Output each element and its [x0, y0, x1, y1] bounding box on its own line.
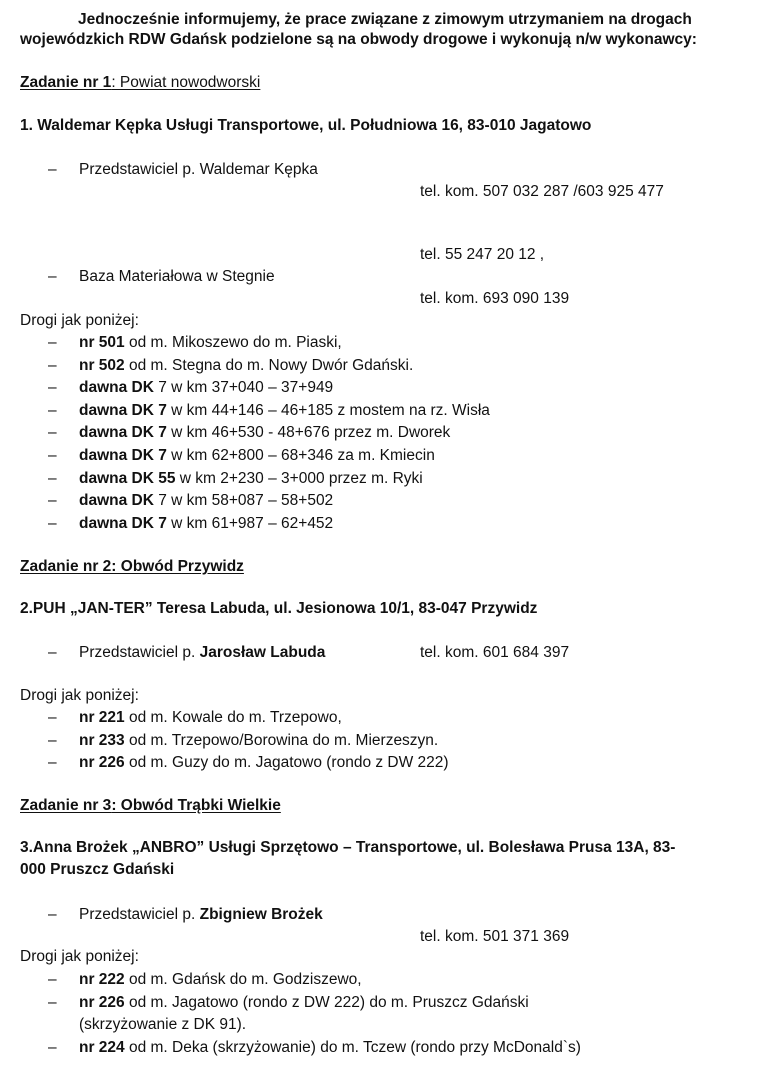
bullet-dash: –: [48, 971, 57, 988]
bullet-dash: –: [48, 514, 57, 532]
bullet-dash: –: [48, 731, 57, 749]
road-item: [79, 378, 333, 398]
road-description: w km 44+146 – 46+185 z mostem na rz. Wisła: [166, 401, 490, 419]
road-description: od m. Kowale do m. Trzepowo,: [124, 709, 342, 726]
road-item: [79, 446, 435, 466]
task2-representative: Przedstawiciel p. Jarosław Labuda: [79, 644, 326, 661]
bullet-dash: –: [48, 994, 57, 1011]
road-description: od m. Stegna do m. Nowy Dwór Gdański.: [124, 356, 414, 374]
bullet-dash: –: [48, 334, 57, 351]
task1-base-phone-1: tel. 55 247 20 12 ,: [420, 246, 545, 263]
task2-roads-label: Drogi jak poniżej:: [20, 687, 139, 704]
task3-header: Zadanie nr 3: Obwód Trąbki Wielkie: [20, 797, 281, 814]
task1-base-phone-2: tel. kom. 693 090 139: [420, 290, 570, 307]
road-number: dawna DK: [79, 379, 154, 397]
task1-header: Zadanie nr 1: Powiat nowodworski: [20, 74, 261, 91]
road-description: w km 46+530 - 48+676 przez m. Dworek: [166, 424, 451, 442]
task1-rep-phone: tel. kom. 507 032 287 /603 925 477: [420, 183, 664, 200]
task3-contractor-line1: 3.Anna Brożek „ANBRO” Usługi Sprzętowo – Transportowe, ul. Bolesława Prusa 13A, 83-: [20, 839, 676, 856]
road-item: [79, 469, 423, 489]
bullet-dash: –: [48, 906, 57, 923]
bullet-dash: –: [48, 644, 57, 661]
task3-contractor-line2: 000 Pruszcz Gdański: [20, 861, 175, 878]
task1-roads-label: Drogi jak poniżej:: [20, 312, 139, 329]
bullet-dash: –: [48, 356, 57, 374]
road-description: w km 61+987 – 62+452: [166, 514, 334, 532]
road-item: [79, 491, 333, 511]
task3-road-continuation: (skrzyżowanie z DK 91).: [79, 1016, 247, 1033]
bullet-dash: –: [48, 709, 57, 726]
task3-road: nr 226 od m. Jagatowo (rondo z DW 222) do m. Pruszcz Gdański: [79, 994, 529, 1011]
road-item: [79, 731, 438, 751]
road-description: w km 2+230 – 3+000 przez m. Ryki: [175, 469, 423, 487]
road-item: [79, 423, 450, 443]
road-number: dawna DK 7: [79, 424, 167, 442]
bullet-dash: –: [48, 379, 57, 397]
task1-base: Baza Materiałowa w Stegnie: [79, 268, 275, 285]
road-number: nr 502: [79, 356, 125, 374]
bullet-dash: –: [48, 754, 57, 771]
road-number: nr 501: [79, 334, 125, 351]
task3-road: nr 224 od m. Deka (skrzyżowanie) do m. Tczew (rondo przy McDonald`s): [79, 1039, 581, 1056]
road-item: [79, 401, 490, 421]
road-number: nr 233: [79, 731, 125, 749]
road-item: [79, 753, 449, 773]
task3-representative: Przedstawiciel p. Zbigniew Brożek: [79, 906, 323, 923]
task3-rep-phone: tel. kom. 501 371 369: [420, 928, 570, 945]
road-item: [79, 333, 342, 353]
task3-road: nr 222 od m. Gdańsk do m. Godziszewo,: [79, 971, 362, 988]
road-number: dawna DK 7: [79, 401, 167, 419]
bullet-dash: –: [48, 424, 57, 442]
road-item: [79, 514, 333, 534]
bullet-dash: –: [48, 401, 57, 419]
road-description: od m. Mikoszewo do m. Piaski,: [124, 334, 342, 351]
intro-paragraph: Jednocześnie informujemy, że prace związane z zimowym utrzymaniem na drogach wojewódzkich RDW Gdańsk podzielone są na obwody drogowe i wykonują n/w wykonawcy:: [20, 11, 697, 48]
road-description: od m. Guzy do m. Jagatowo (rondo z DW 222): [124, 754, 449, 771]
task2-rep-phone: tel. kom. 601 684 397: [420, 644, 570, 661]
task1-contractor: 1. Waldemar Kępka Usługi Transportowe, ul. Południowa 16, 83-010 Jagatowo: [20, 117, 592, 134]
bullet-dash: –: [48, 268, 57, 285]
road-description: 7 w km 37+040 – 37+949: [153, 379, 334, 397]
road-description: w km 62+800 – 68+346 za m. Kmiecin: [166, 447, 435, 464]
road-number: dawna DK 55: [79, 469, 176, 487]
road-item: [79, 708, 342, 728]
road-number: dawna DK 7: [79, 514, 167, 532]
road-number: nr 226: [79, 754, 125, 771]
road-description: od m. Trzepowo/Borowina do m. Mierzeszyn.: [124, 731, 439, 749]
road-number: dawna DK 7: [79, 447, 167, 464]
bullet-dash: –: [48, 161, 57, 178]
bullet-dash: –: [48, 492, 57, 510]
task2-header: Zadanie nr 2: Obwód Przywidz: [20, 558, 244, 575]
task3-roads-label: Drogi jak poniżej:: [20, 948, 139, 965]
road-number: dawna DK: [79, 492, 154, 510]
task2-contractor: 2.PUH „JAN-TER” Teresa Labuda, ul. Jesionowa 10/1, 83-047 Przywidz: [20, 600, 538, 617]
road-description: 7 w km 58+087 – 58+502: [153, 492, 334, 510]
road-item: [79, 356, 413, 376]
road-number: nr 221: [79, 709, 125, 726]
task1-representative: Przedstawiciel p. Waldemar Kępka: [79, 161, 318, 178]
bullet-dash: –: [48, 469, 57, 487]
bullet-dash: –: [48, 447, 57, 464]
bullet-dash: –: [48, 1039, 57, 1056]
